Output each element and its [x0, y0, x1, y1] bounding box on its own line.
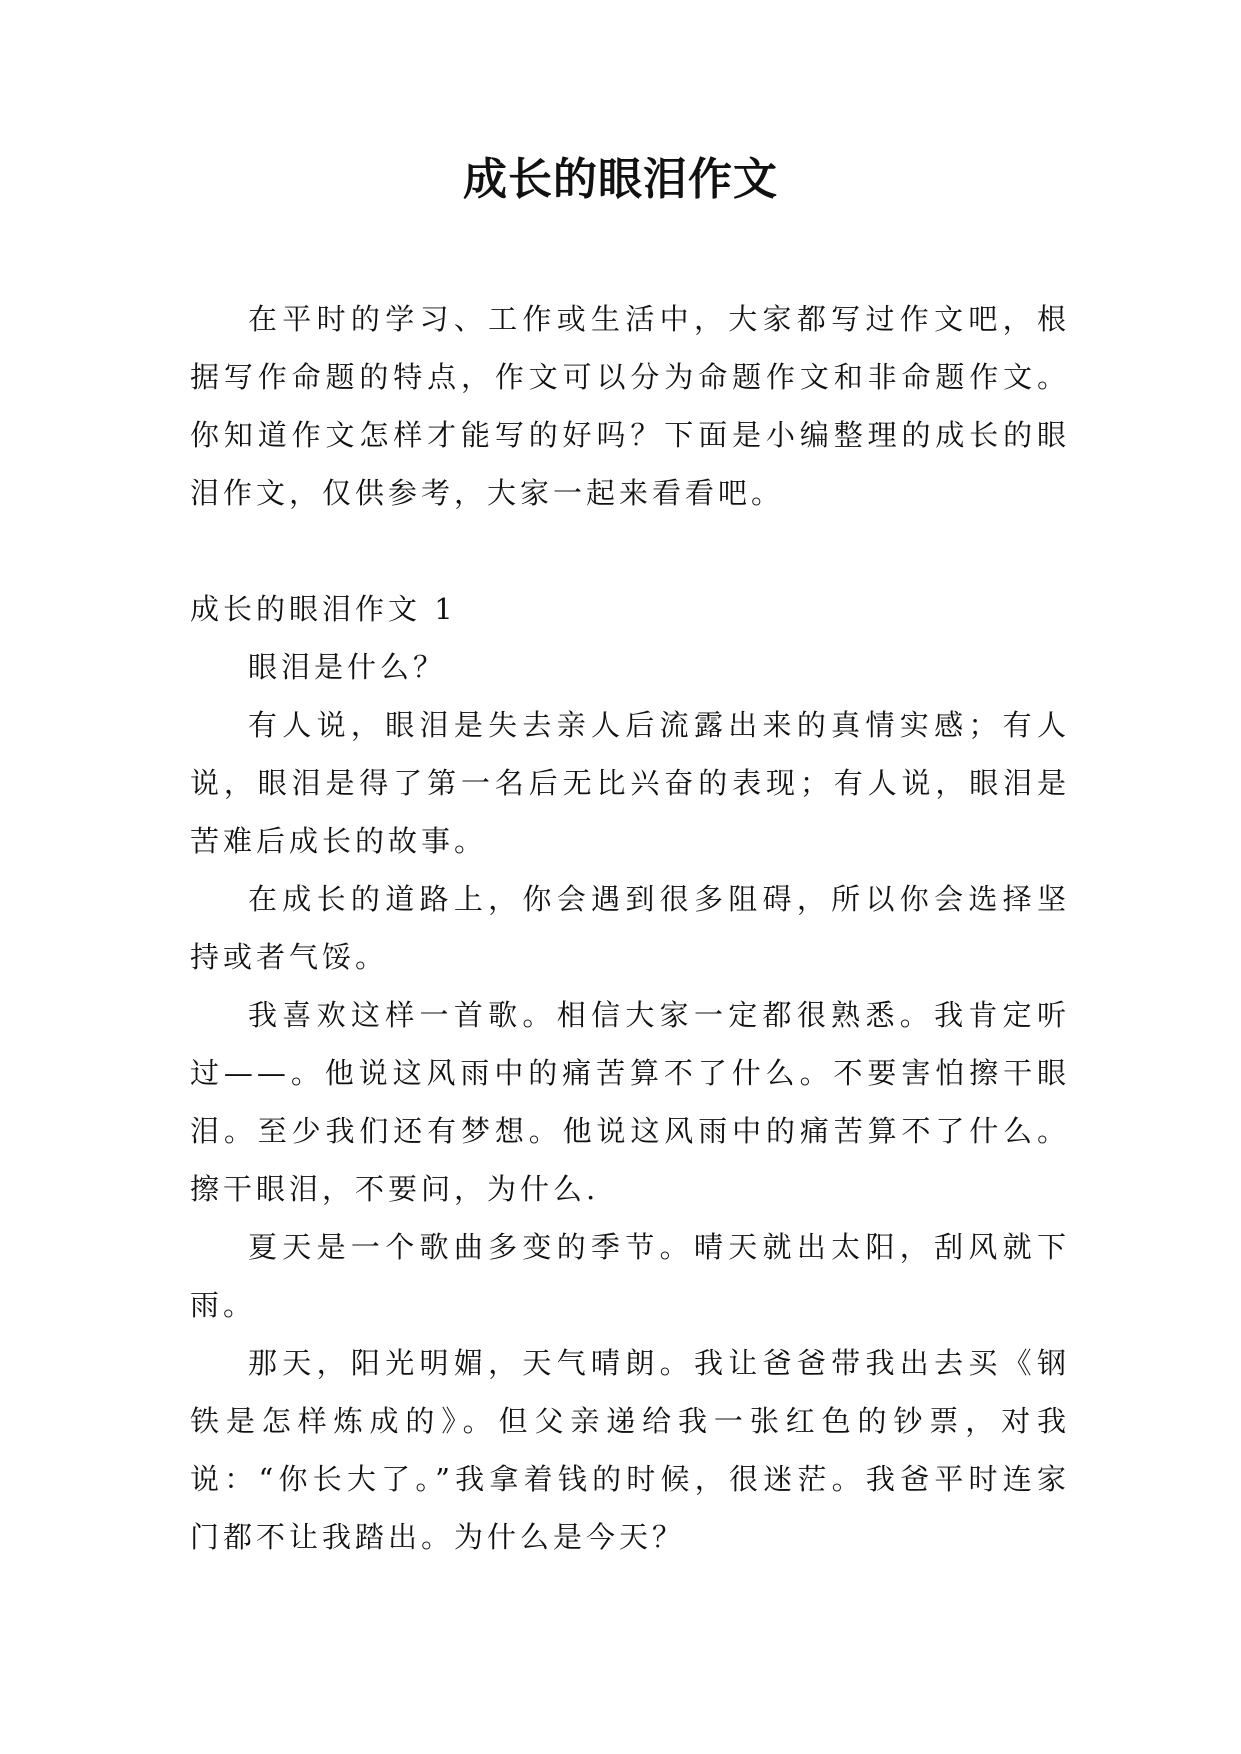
body-paragraph: 夏天是一个歌曲多变的季节。晴天就出太阳，刮风就下雨。 [190, 1230, 1070, 1322]
body-paragraph: 在成长的道路上，你会遇到很多阻碍，所以你会选择坚持或者气馁。 [190, 882, 1070, 974]
body-paragraph: 眼泪是什么？ [248, 650, 447, 684]
body-paragraph: 我喜欢这样一首歌。相信大家一定都很熟悉。我肯定听过——。他说这风雨中的痛苦算不了什么。不要害怕擦干眼泪。至少我们还有梦想。他说这风雨中的痛苦算不了什么。擦干眼泪，不要问，为什么. [190, 998, 1070, 1206]
page-title: 成长的眼泪作文 [463, 154, 778, 205]
section-heading: 成长的眼泪作文 1 [190, 592, 457, 626]
body-paragraph: 有人说，眼泪是失去亲人后流露出来的真情实感；有人说，眼泪是得了第一名后无比兴奋的表现；有人说，眼泪是苦难后成长的故事。 [190, 708, 1070, 858]
intro-paragraph: 在平时的学习、工作或生活中，大家都写过作文吧，根据写作命题的特点，作文可以分为命题作文和非命题作文。你知道作文怎样才能写的好吗？下面是小编整理的成长的眼泪作文，仅供参考，大家一起来看看吧。 [190, 302, 1070, 510]
body-paragraph: 那天，阳光明媚，天气晴朗。我让爸爸带我出去买《钢铁是怎样炼成的》。但父亲递给我一张红色的钞票，对我说：“你长大了。”我拿着钱的时候，很迷茫。我爸平时连家门都不让我踏出。为什么是今天？ [190, 1346, 1070, 1554]
document-body [190, 290, 1070, 1566]
